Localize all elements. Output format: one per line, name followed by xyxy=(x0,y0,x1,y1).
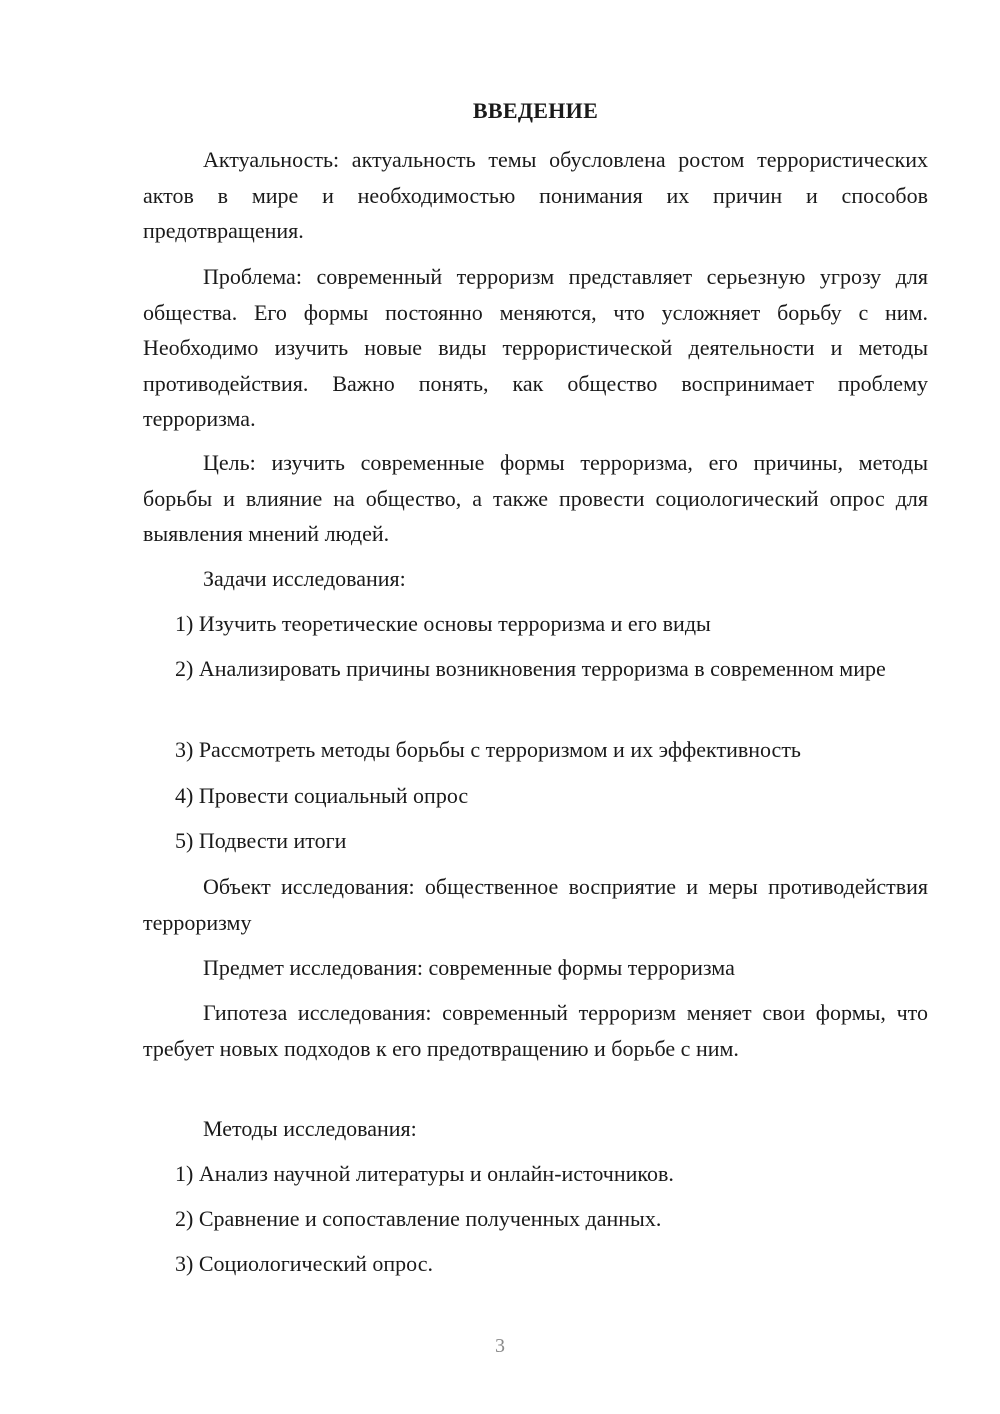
task-item: 1) Изучить теоретические основы терроризма и его виды xyxy=(175,611,711,636)
hypothesis-paragraph: Гипотеза исследования: современный терроризм меняет свои формы, что требует новых подходов к его предотвращению и борьбе с ним. xyxy=(143,1000,928,1061)
task-item: 5) Подвести итоги xyxy=(175,828,347,853)
task-item: 2) Анализировать причины возникновения терроризма в современном мире xyxy=(175,656,886,681)
page-number: 3 xyxy=(495,1335,505,1357)
task-item: 3) Рассмотреть методы борьбы с терроризмом и их эффективность xyxy=(175,737,801,762)
subject-paragraph: Предмет исследования: современные формы терроризма xyxy=(203,955,735,980)
goal-paragraph: Цель: изучить современные формы терроризма, его причины, методы борьбы и влияние на общество, а также провести социологический опрос для выявления мнений людей. xyxy=(143,450,928,546)
tasks-heading: Задачи исследования: xyxy=(203,566,406,591)
method-item: 3) Социологический опрос. xyxy=(175,1251,433,1276)
section-title: ВВЕДЕНИЕ xyxy=(472,98,599,123)
method-item: 2) Сравнение и сопоставление полученных данных. xyxy=(175,1206,662,1231)
methods-heading: Методы исследования: xyxy=(203,1116,417,1141)
method-item: 1) Анализ научной литературы и онлайн-источников. xyxy=(175,1161,674,1186)
problem-paragraph: Проблема: современный терроризм представляет серьезную угрозу для общества. Его формы постоянно меняются, что усложняет борьбу с ним. Необходимо изучить новые виды террористической деятельности и методы противодействия. Важно понять, как общество воспринимает проблему терроризма. xyxy=(143,264,928,431)
object-paragraph: Объект исследования: общественное восприятие и меры противодействия терроризму xyxy=(143,874,928,935)
relevance-paragraph: Актуальность: актуальность темы обусловлена ростом террористических актов в мире и необходимостью понимания их причин и способов предотвращения. xyxy=(143,147,928,243)
task-item: 4) Провести социальный опрос xyxy=(175,783,469,808)
